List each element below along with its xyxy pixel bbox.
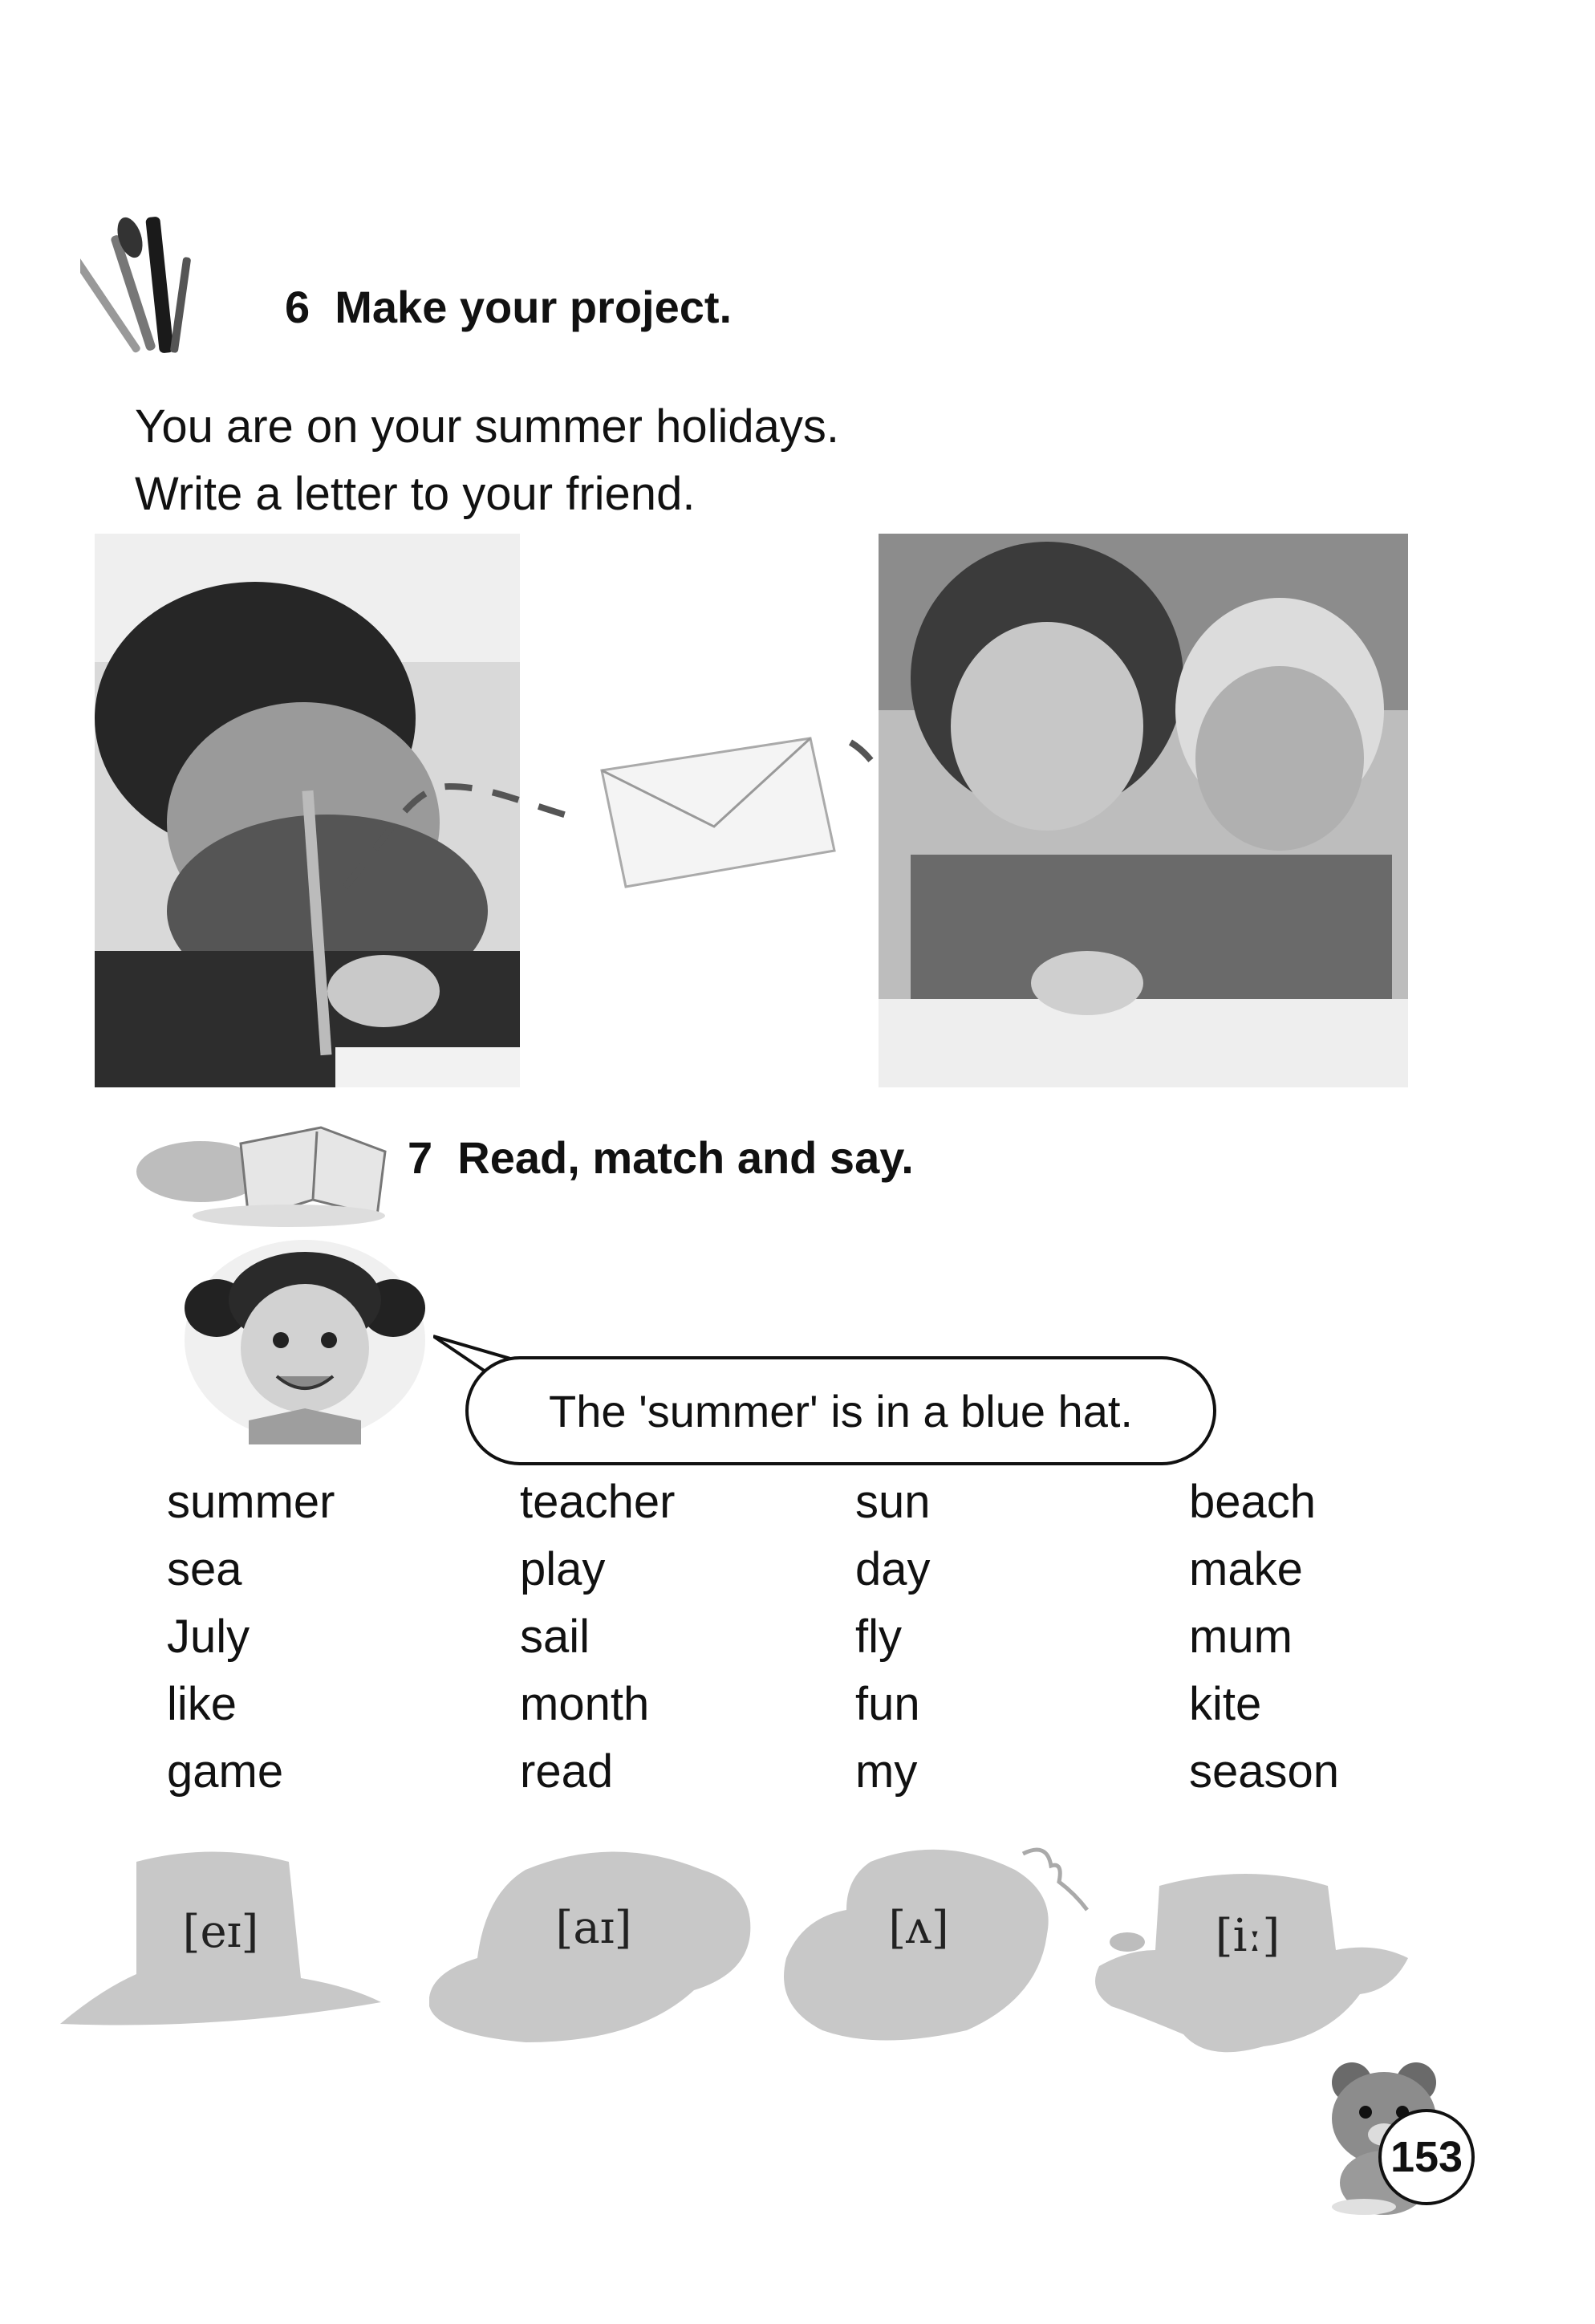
open-book-icon [128, 1095, 401, 1232]
hat-uh[interactable] [782, 1838, 1103, 2046]
word: game [167, 1745, 284, 1798]
hat-ei[interactable] [60, 1838, 381, 2030]
word: read [520, 1745, 614, 1798]
word: kite [1189, 1678, 1262, 1730]
word: make [1189, 1543, 1303, 1595]
hat-label: [eɪ] [182, 1906, 259, 1958]
word-column-3 [855, 1469, 931, 1806]
word: fun [855, 1678, 920, 1730]
word-column-1 [167, 1469, 335, 1806]
word: sea [167, 1543, 242, 1595]
hat-label: [ʌ] [888, 1902, 949, 1954]
speech-text: The 'summer' is in a blue hat. [549, 1385, 1133, 1436]
word: beach [1189, 1476, 1317, 1528]
section-6-title: 6 Make your project. [285, 282, 733, 332]
word: play [520, 1543, 606, 1595]
word: summer [167, 1476, 335, 1528]
hat-ee[interactable] [1087, 1862, 1408, 2062]
word-column-4 [1189, 1469, 1339, 1806]
hat-ai[interactable] [429, 1838, 758, 2046]
word: my [855, 1745, 918, 1798]
section-6-instructions [135, 393, 839, 528]
instruction-line: Write a letter to your friend. [135, 468, 696, 520]
girl-avatar [172, 1228, 437, 1444]
brushes-icon [80, 209, 241, 369]
hat-label: [iː] [1215, 1910, 1280, 1962]
photo-children-reading [879, 534, 1408, 1087]
envelope-icon [602, 738, 834, 887]
word: July [167, 1611, 250, 1663]
speech-bubble [465, 1356, 1216, 1465]
word: sun [855, 1476, 931, 1528]
section-7-title: 7 Read, match and say. [408, 1132, 914, 1183]
word: teacher [520, 1476, 676, 1528]
word: month [520, 1678, 650, 1730]
instruction-line: You are on your summer holidays. [135, 400, 839, 453]
word: fly [855, 1611, 902, 1663]
page-number: 153 [1378, 2109, 1475, 2205]
word: season [1189, 1745, 1340, 1798]
word: mum [1189, 1611, 1293, 1663]
word: like [167, 1678, 237, 1730]
word-column-2 [520, 1469, 675, 1806]
hat-label: [aɪ] [555, 1902, 632, 1954]
word: sail [520, 1611, 591, 1663]
word: day [855, 1543, 931, 1595]
